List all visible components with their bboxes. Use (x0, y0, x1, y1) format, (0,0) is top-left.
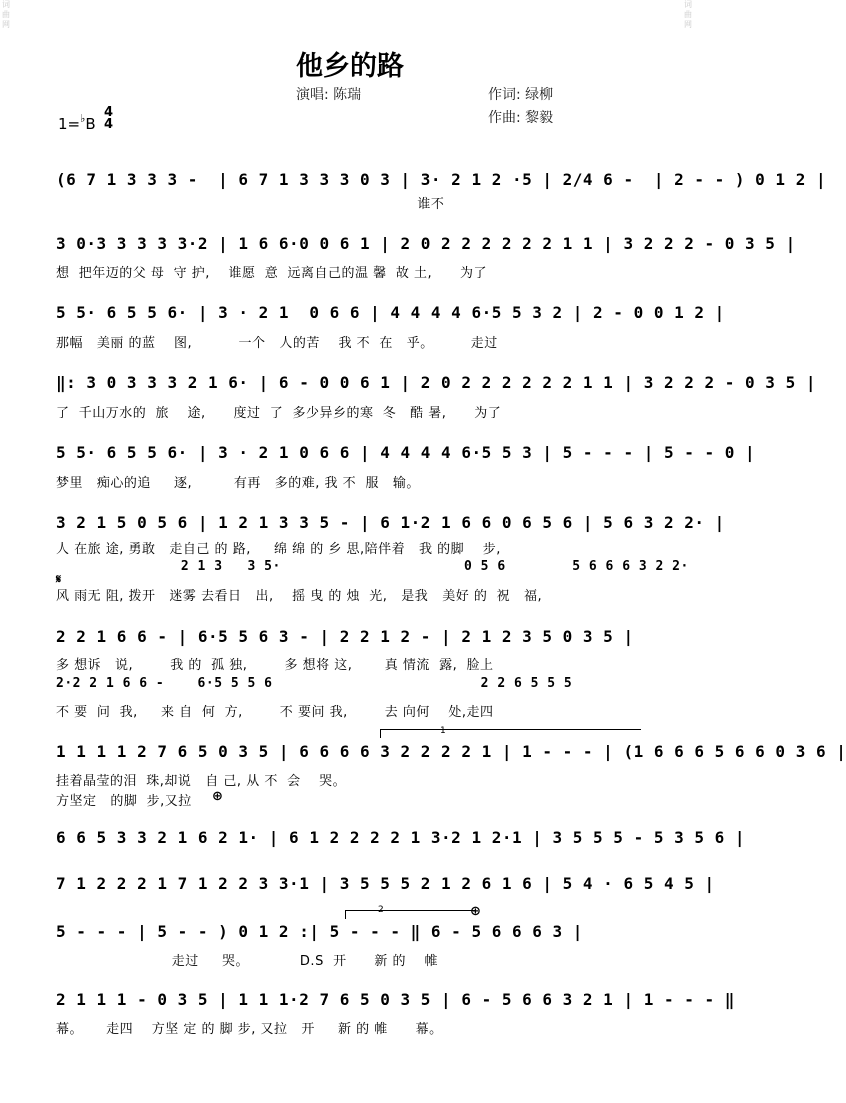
notation-line-7b: 2·2 2 1 6 6 - 6·5 5 5 6 2 2 6 5 5 5 (56, 676, 573, 691)
interlude-line-1: 6 6 5 3 3 2 1 6 2 1· | 6 1 2 2 2 2 1 3·2 1 2·1 | 3 5 5 5 - 5 3 5 6 | (56, 828, 746, 847)
notation-line-6: 3 2 1 5 0 5 6 | 1 2 1 3 3 5 - | 6 1·2 1 6 6 0 6 5 6 | 5 6 3 2 2· | (56, 513, 725, 532)
lyric-line-4: 了 千山万水的 旅 途, 度过 了 多少异乡的寒 冬 酷 暑, 为了 (56, 406, 502, 421)
key-signature: 1=♭B (58, 112, 96, 133)
lyric-line-7: 多 想诉 说, 我 的 孤 独, 多 想将 这, 真 情流 露, 脸上 (56, 658, 494, 673)
notation-line-7: 2 2 1 6 6 - | 6·5 5 6 3 - | 2 2 1 2 - | 2 1 2 3 5 0 3 5 | (56, 627, 634, 646)
notation-line-3: 5 5· 6 5 5 6· | 3 · 2 1 0 6 6 | 4 4 4 4 6·5 5 3 2 | 2 - 0 0 1 2 | (56, 303, 725, 322)
notation-line-2: 3 0·3 3 3 3 3·2 | 1 6 6·0 0 6 1 | 2 0 2 2 2 2 2 2 1 1 | 3 2 2 2 - 0 3 5 | (56, 234, 796, 253)
left-border-watermark: 词 曲 网 (2, 0, 10, 29)
lyric-line-6b: 风 雨无 阻, 拨开 迷雾 去看日 出, 摇 曳 的 烛 光, 是我 美好 的 祝 福, (56, 589, 543, 604)
lyric-line-8: 挂着晶莹的泪 珠,却说 自 己, 从 不 会 哭。 (56, 774, 347, 789)
composer-credit: 作曲: 黎毅 (488, 110, 554, 126)
lyric-line-7b: 不 要 问 我, 来 自 何 方, 不 要问 我, 去 向何 处,走四 (56, 705, 494, 720)
right-border-watermark: 词 曲 网 (684, 0, 692, 29)
volta-number-2: 2 (378, 905, 384, 915)
lyric-line-5: 梦里 痴心的追 逐, 有再 多的难, 我 不 服 输。 (56, 476, 420, 491)
lyric-line-9: 走过 哭。 D.S 开 新 的 帷 (56, 954, 439, 969)
interlude-line-2: 7 1 2 2 2 1 7 1 2 2 3 3·1 | 3 5 5 5 2 1 2 6 1 6 | 5 4 · 6 5 4 5 | (56, 874, 715, 893)
lyric-line-6: 人 在旅 途, 勇敢 走自己 的 路, 绵 绵 的 乡 思,陪伴着 我 的脚 步, (56, 542, 501, 557)
lyric-line-8b: 方坚定 的脚 步,又拉 (56, 794, 192, 809)
lyric-line-2: 想 把年迈的父 母 守 护, 谁愿 意 远离自己的温 馨 故 土, 为了 (56, 266, 487, 281)
notation-line-8: 1 1 1 1 2 7 6 5 0 3 5 | 6 6 6 6 3 2 2 2 2 1 | 1 - - - | (1 6 6 6 5 6 6 0 3 6 | (56, 742, 846, 761)
volta-bracket-2 (345, 910, 476, 919)
coda-mark-2: ⊕ (470, 904, 481, 919)
notation-line-1: (6 7 1 3 3 3 - | 6 7 1 3 3 3 0 3 | 3· 2 1 2 ·5 | 2/4 6 - | 2 - - ) 0 1 2 | (56, 170, 827, 189)
volta-bracket-1 (380, 729, 641, 738)
notation-line-9: 5 - - - | 5 - - ) 0 1 2 :| 5 - - - ‖ 6 - 5 6 6 6 3 | (56, 922, 583, 941)
time-signature: 4 4 (104, 105, 114, 132)
lyricist-credit: 作词: 绿柳 (488, 87, 554, 103)
lyric-line-10: 幕。 走四 方坚 定 的 脚 步, 又拉 开 新 的 帷 幕。 (56, 1022, 443, 1037)
lyric-line-1: 谁不 (56, 197, 445, 212)
singer-credit: 演唱: 陈瑞 (296, 87, 362, 103)
notation-line-4: ‖: 3 0 3 3 3 2 1 6· | 6 - 0 0 6 1 | 2 0 2 2 2 2 2 2 1 1 | 3 2 2 2 - 0 3 5 | (56, 373, 816, 392)
lyric-line-3: 那幅 美丽 的蓝 图, 一个 人的苦 我 不 在 乎。 走过 (56, 336, 498, 351)
volta-number-1: 1 (440, 726, 446, 736)
song-title: 他乡的路 (296, 51, 404, 82)
notation-line-10: 2 1 1 1 - 0 3 5 | 1 1 1·2 7 6 5 0 3 5 | 6 - 5 6 6 3 2 1 | 1 - - - ‖ (56, 990, 735, 1009)
coda-mark-1: ⊕ (212, 789, 223, 804)
notation-line-5: 5 5· 6 5 5 6· | 3 · 2 1 0 6 6 | 4 4 4 4 6·5 5 3 | 5 - - - | 5 - - 0 | (56, 443, 756, 462)
segno-mark: 𝄋 (56, 572, 62, 586)
notation-line-6b: 2 1 3 3 5· 0 5 6 5 6 6 6 3 2 2· (56, 559, 689, 574)
